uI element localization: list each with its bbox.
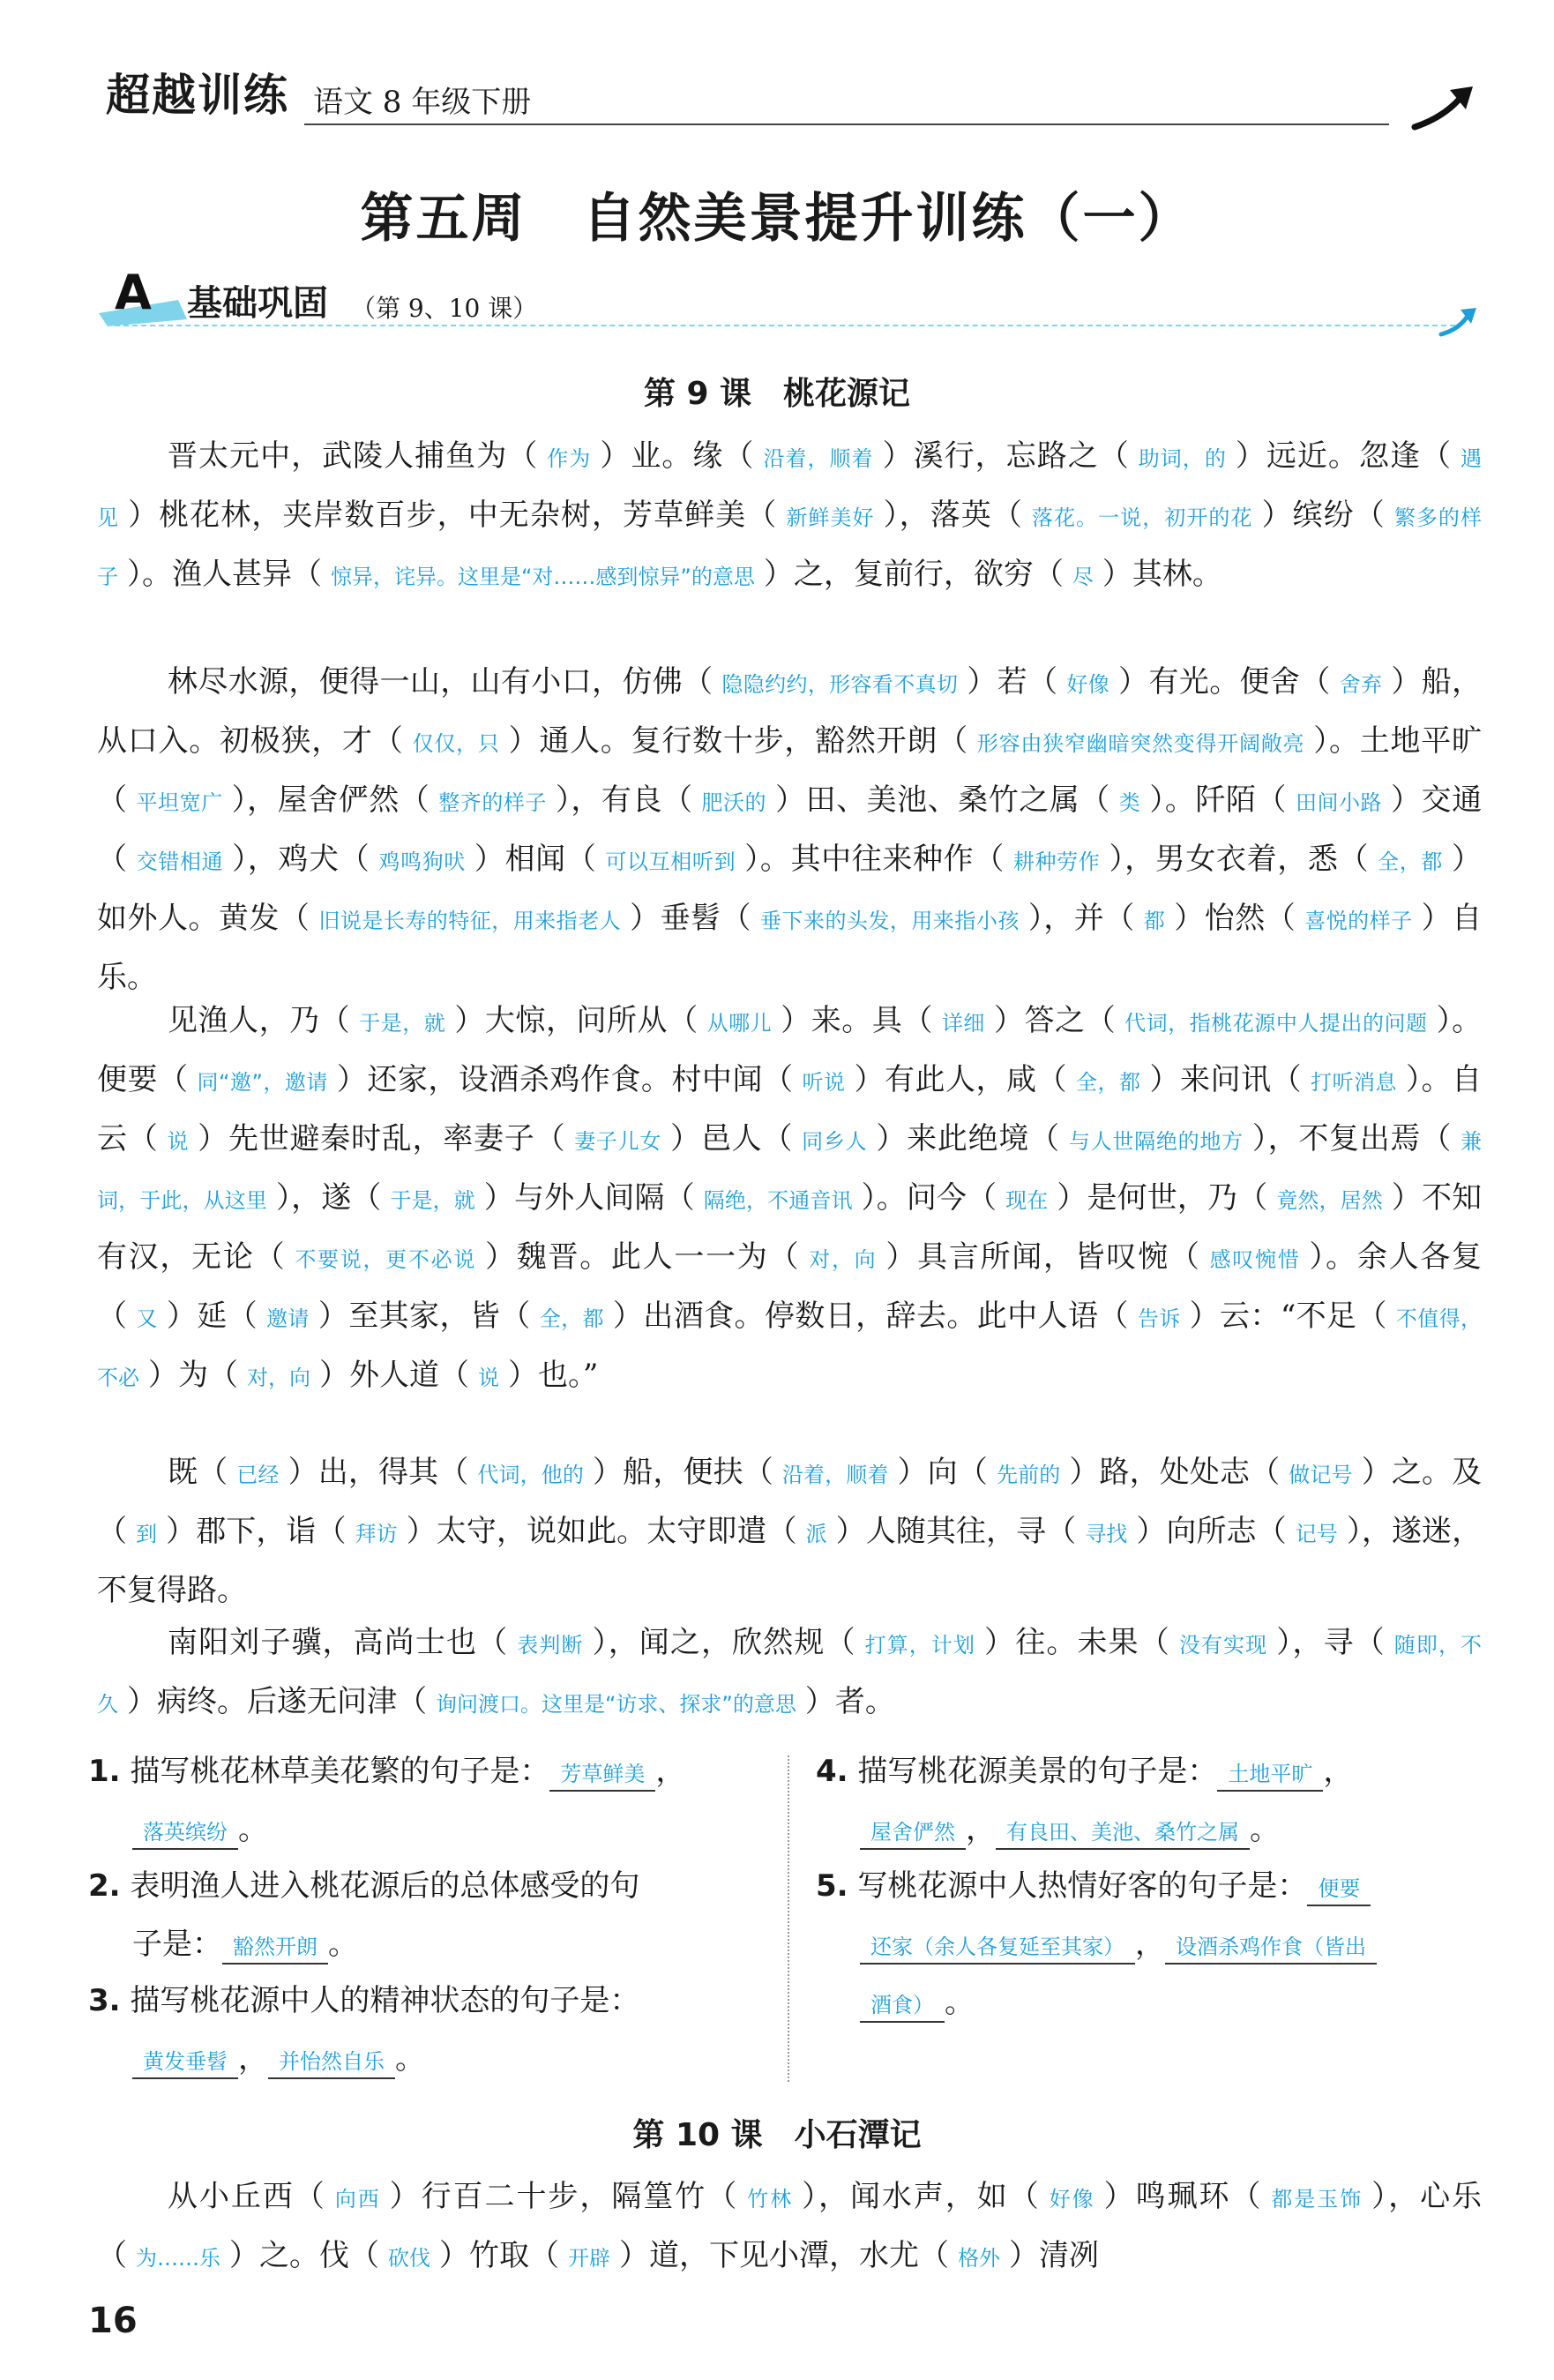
source-text: 既（ (168, 1455, 228, 1490)
source-text: ），屋舍俨然（ (231, 782, 430, 818)
question-2: 2. 表明渔人进入桃花源后的总体感受的句 子是： 豁然开朗 。 (88, 1857, 767, 1973)
source-text: ），遂迷，不复得路。 (97, 1514, 1483, 1608)
answer-annotation: 全，都 (1378, 849, 1444, 874)
answer-annotation: 打听消息 (1311, 1070, 1398, 1095)
answer-annotation: 随即，不久 (97, 1633, 1483, 1717)
question-1: 1. 描写桃花林草美花繁的句子是： 芳草鲜美 ， 落英缤纷 。 (88, 1742, 767, 1859)
answer-annotation: 平坦宽广 (136, 790, 223, 815)
answer-annotation: 鸡鸣狗吠 (378, 849, 466, 874)
answer-annotation: 向西 (334, 2187, 381, 2212)
source-text: ），有良（ (555, 782, 693, 818)
answer-annotation: 好像 (1066, 672, 1110, 697)
answer-annotation: 耕种劳作 (1012, 849, 1101, 874)
answer-annotation: 为……乐 (136, 2246, 220, 2271)
section-a-letter: A (115, 265, 152, 320)
page-number: 16 (88, 2301, 138, 2341)
source-text: ）魏晋。此人一一为（ (485, 1239, 801, 1275)
source-text: ）。渔人甚异（ (127, 557, 322, 592)
source-text: ）还家，设酒杀鸡作食。村中闻（ (336, 1062, 794, 1097)
source-text: ）若（ (967, 664, 1058, 700)
source-text: ）出酒食。停数日，辞去。此中人语（ (612, 1299, 1129, 1334)
answer-annotation: 同“邀”，邀请 (197, 1070, 328, 1095)
source-text: ）行百二十步，隔篁竹（ (389, 2179, 739, 2214)
answer-annotation: 邀请 (266, 1306, 310, 1331)
section-a-title: 基础巩固 (187, 283, 328, 324)
answer-blank: 黄发垂髫 (132, 2046, 238, 2079)
answer-annotation: 寻找 (1085, 1522, 1128, 1546)
answer-annotation: 先前的 (996, 1463, 1061, 1487)
answer-annotation: 垂下来的头发，用来指小孩 (760, 909, 1020, 933)
header-subject: 语文 8 年级下册 (313, 85, 532, 120)
source-text: ）。余人各复（ (97, 1239, 1483, 1334)
answer-blank: 落英缤纷 (132, 1816, 238, 1850)
answer-annotation: 田间小路 (1295, 790, 1383, 815)
source-text: ）怡然（ (1174, 901, 1296, 936)
lesson-10-paragraph (97, 2168, 1482, 2286)
source-text: ）业。缘（ (600, 438, 755, 474)
source-text: ）有光。便舍（ (1118, 664, 1331, 700)
answer-annotation: 做记号 (1289, 1463, 1353, 1487)
answer-blank: 豁然开朗 (222, 1931, 328, 1965)
source-text: ）先世避秦时乱，率妻子（ (198, 1121, 566, 1156)
source-text: 林尽水源，便得一山，山有小口，仿佛（ (168, 664, 713, 700)
answer-annotation: 好像 (1049, 2187, 1095, 2212)
source-text: ）交通（ (97, 782, 1483, 877)
answer-annotation: 惊异，诧异。这里是“对……感到惊异”的意思 (331, 565, 755, 589)
answer-annotation: 全，都 (1076, 1070, 1141, 1095)
source-text: ）为（ (148, 1358, 238, 1393)
source-text: ），鸡犬（ (232, 842, 370, 877)
source-text: ）病终。后遂无问津（ (127, 1684, 427, 1719)
answer-annotation: 舍弃 (1339, 672, 1383, 697)
source-text: ）不知有汉，无论（ (97, 1180, 1483, 1275)
source-text: ）至其家，皆（ (318, 1299, 531, 1334)
answer-annotation: 仅仅，只 (412, 731, 500, 756)
answer-annotation: 对，向 (809, 1247, 878, 1272)
lesson-9-paragraph (97, 992, 1482, 1406)
answer-annotation: 说 (167, 1129, 190, 1154)
answer-annotation: 开辟 (568, 2246, 610, 2271)
source-text: ）竹取（ (439, 2238, 559, 2273)
answer-annotation: 听说 (802, 1070, 846, 1095)
paragraph-indent (97, 438, 168, 474)
source-text: ），落英（ (883, 498, 1023, 533)
source-text: ）。其中往来种作（ (744, 842, 1005, 877)
lesson-9-title: 第 9 课 桃花源记 (643, 376, 911, 412)
source-text: 晋太元中，武陵人捕鱼为（ (168, 438, 539, 474)
answer-annotation: 妻子儿女 (574, 1129, 662, 1154)
answer-annotation: 竹林 (747, 2187, 794, 2212)
paragraph-indent (97, 664, 168, 700)
paragraph-indent (97, 1455, 168, 1490)
source-text: ）答之（ (993, 1003, 1117, 1038)
answer-blank: 并怡然自乐 (268, 2046, 395, 2079)
answer-annotation: 代词，指桃花源中人提出的问题 (1124, 1011, 1428, 1036)
answer-annotation: 感叹惋惜 (1209, 1247, 1301, 1272)
source-text: ），并（ (1027, 901, 1135, 936)
source-text: ），寻（ (1276, 1625, 1386, 1660)
answer-annotation: 现在 (1005, 1188, 1049, 1213)
source-text: ）来此绝境（ (876, 1121, 1060, 1156)
page-title: 第五周 自然美景提升训练（一） (360, 188, 1194, 250)
source-text: ）溪行，忘路之（ (882, 438, 1130, 474)
answer-annotation: 于是，就 (390, 1188, 475, 1213)
answer-annotation: 于是，就 (359, 1011, 446, 1036)
answer-annotation: 可以互相听到 (605, 849, 736, 874)
answer-annotation: 记号 (1295, 1522, 1338, 1546)
source-text: ），遂（ (275, 1180, 382, 1216)
source-text: ）郡下，诣（ (166, 1514, 347, 1549)
section-a-rule (115, 325, 1455, 326)
answer-annotation: 类 (1118, 790, 1141, 815)
question-4: 4. 描写桃花源美景的句子是： 土地平旷 ， 屋舍俨然 ， 有良田、美池、桑竹之属 。 (816, 1742, 1486, 1859)
source-text: ）船，便扶（ (593, 1455, 773, 1490)
source-text: ）之，复前行，欲穷（ (763, 557, 1064, 592)
source-text: ）鸣珮环（ (1103, 2179, 1263, 2214)
lesson-10-title: 第 10 课 小石潭记 (632, 2117, 922, 2153)
answer-blank: 还家（余人各复延至其家） (860, 1931, 1135, 1965)
answer-blank: 屋舍俨然 (860, 1816, 966, 1850)
source-text: ）垂髫（ (630, 901, 752, 936)
source-text: ）道，下见小潭，水尤（ (619, 2238, 949, 2273)
answer-annotation: 没有实现 (1178, 1633, 1268, 1658)
answer-annotation: 打算，计划 (864, 1633, 976, 1658)
source-text: ）之。及（ (97, 1455, 1483, 1549)
answer-annotation: 助词，的 (1138, 446, 1227, 471)
answer-annotation: 格外 (958, 2246, 1000, 2271)
source-text: ）之。伐（ (229, 2238, 379, 2273)
source-text: ）人随其往，寻（ (835, 1514, 1077, 1549)
answer-annotation: 竟然，居然 (1276, 1188, 1383, 1213)
source-text: ）其林。 (1102, 557, 1222, 592)
answer-annotation: 形容由狭窄幽暗突然变得开阔敞亮 (976, 731, 1305, 756)
answer-annotation: 砍伐 (388, 2246, 430, 2271)
answer-annotation: 繁多的样子 (97, 505, 1482, 589)
source-text: ）向（ (897, 1455, 988, 1490)
source-text: ）来问讯（ (1149, 1062, 1303, 1097)
source-text: ）船，从口入。初极狭，才（ (97, 664, 1483, 759)
lesson-9-paragraph (97, 1614, 1482, 1733)
answer-annotation: 对，向 (247, 1366, 310, 1390)
source-text: ）向所志（ (1136, 1514, 1287, 1549)
answer-annotation: 尽 (1072, 565, 1094, 589)
paragraph-indent (97, 1003, 168, 1038)
source-text: ）也。” (508, 1358, 599, 1393)
answer-annotation: 喜悦的样子 (1304, 909, 1413, 933)
question-3: 3. 描写桃花源中人的精神状态的句子是： 黄发垂髫 ， 并怡然自乐 。 (88, 1972, 767, 2088)
source-text: ）外人道（ (319, 1358, 469, 1393)
lesson-9-paragraph (97, 428, 1482, 605)
answer-annotation: 全，都 (539, 1306, 604, 1331)
source-text: ）邑人（ (670, 1121, 794, 1156)
source-text: ）缤纷（ (1261, 498, 1386, 533)
answer-annotation: 已经 (236, 1463, 280, 1487)
answer-blank: 设酒杀鸡作食（皆出 (1165, 1931, 1377, 1965)
answer-annotation: 与人世隔绝的地方 (1068, 1129, 1244, 1154)
source-text: ）田、美池、桑竹之属（ (775, 782, 1110, 818)
source-text: ）出，得其（ (288, 1455, 469, 1490)
header-brand: 超越训练 (106, 70, 289, 121)
lesson-9-paragraph (97, 1444, 1482, 1619)
source-text: ），闻水声，如（ (802, 2179, 1041, 2214)
source-text: ）往。未果（ (984, 1625, 1170, 1660)
lesson-9-paragraph (97, 654, 1482, 1006)
header-rule (304, 123, 1389, 125)
answer-annotation: 沿着，顺着 (781, 1463, 889, 1487)
arrow-icon (1411, 81, 1482, 134)
source-text: ）。阡陌（ (1149, 782, 1287, 818)
source-text: ）通人。复行数十步，豁然开朗（ (508, 723, 968, 759)
answer-annotation: 派 (805, 1522, 827, 1546)
source-text: 从小丘西（ (168, 2179, 326, 2214)
source-text: ）路，处处志（ (1069, 1455, 1281, 1490)
source-text: ），闻之，欣然规（ (592, 1625, 856, 1660)
source-text: ），不复出焉（ (1251, 1121, 1453, 1156)
answer-annotation: 肥沃的 (701, 790, 767, 815)
answer-blank: 便要 (1307, 1873, 1371, 1906)
source-text: ）桃花林，夹岸数百步，中无杂树，芳草鲜美（ (128, 498, 778, 533)
source-text: ）相闻（ (474, 842, 597, 877)
answer-blank: 土地平旷 (1217, 1758, 1323, 1792)
section-a-badge (99, 265, 187, 326)
answer-annotation: 从哪儿 (706, 1011, 773, 1036)
paragraph-indent (97, 1625, 168, 1660)
source-text: ）。土地平旷（ (97, 723, 1483, 818)
answer-annotation: 都 (1143, 909, 1166, 933)
source-text: ），男女衣着，悉（ (1109, 842, 1370, 877)
answer-annotation: 整齐的样子 (438, 790, 547, 815)
answer-annotation: 遇见 (97, 446, 1483, 530)
source-text: ）来。具（ (781, 1003, 933, 1038)
source-text: 见渔人，乃（ (168, 1003, 351, 1038)
source-text: ），心乐（ (97, 2179, 1483, 2273)
question-5: 5. 写桃花源中人热情好客的句子是： 便要 还家（余人各复延至其家） ， 设酒杀鸡作食（皆出 酒食） 。 (816, 1857, 1486, 2032)
answer-annotation: 说 (478, 1366, 499, 1390)
answer-annotation: 交错相通 (136, 849, 224, 874)
source-text: 南阳刘子骥，高尚士也（ (168, 1625, 509, 1660)
source-text: ）远近。忽逢（ (1235, 438, 1453, 474)
source-text: ）大惊，问所从（ (454, 1003, 699, 1038)
answer-annotation: 隔绝，不通音讯 (703, 1188, 853, 1213)
answer-annotation: 新鲜美好 (786, 505, 875, 530)
source-text: ）清冽 (1009, 2238, 1099, 2273)
answer-annotation: 代词，他的 (477, 1463, 585, 1487)
section-a-range: （第 9、10 课） (351, 294, 538, 323)
answer-annotation: 旧说是长寿的特征，用来指老人 (318, 909, 622, 933)
source-text: ）是何世，乃（ (1057, 1180, 1268, 1216)
arrow-icon (1438, 304, 1482, 340)
answer-annotation: 都是玉饰 (1271, 2187, 1363, 2212)
answer-annotation: 到 (136, 1522, 158, 1546)
answer-annotation: 详细 (941, 1011, 985, 1036)
source-text: ）云：“不足（ (1189, 1299, 1387, 1334)
answer-annotation: 不值得，不必 (97, 1306, 1483, 1390)
source-text: ）延（ (166, 1299, 258, 1334)
source-text: ）。自云（ (97, 1062, 1483, 1156)
source-text: ）自乐。 (97, 901, 1483, 995)
answer-annotation: 不要说，更不必说 (295, 1247, 477, 1272)
paragraph-indent (97, 2179, 168, 2214)
answer-annotation: 落花。一说，初开的花 (1031, 505, 1253, 530)
answer-annotation: 兼词，于此，从这里 (97, 1129, 1483, 1213)
answer-annotation: 询问渡口。这里是“访求、探求”的意思 (436, 1692, 796, 1717)
source-text: ）具言所闻，皆叹惋（ (885, 1239, 1201, 1275)
answer-annotation: 告诉 (1137, 1306, 1181, 1331)
column-divider (788, 1755, 789, 2082)
answer-blank: 酒食） (860, 1989, 945, 2023)
source-text: ）如外人。黄发（ (97, 842, 1483, 936)
source-text: ）者。 (804, 1684, 895, 1719)
answer-annotation: 沿着，顺着 (763, 446, 874, 471)
answer-annotation: 拜访 (355, 1522, 398, 1546)
source-text: ）。便要（ (97, 1003, 1483, 1097)
answer-annotation: 表判断 (517, 1633, 584, 1658)
source-text: ）与外人间隔（ (483, 1180, 695, 1216)
answer-annotation: 作为 (547, 446, 592, 471)
answer-blank: 有良田、美池、桑竹之属 (996, 1816, 1250, 1850)
source-text: ）。问今（ (861, 1180, 997, 1216)
answer-blank: 芳草鲜美 (549, 1758, 655, 1792)
answer-annotation: 又 (136, 1306, 158, 1331)
answer-annotation: 同乡人 (802, 1129, 868, 1154)
source-text: ）有此人，咸（ (854, 1062, 1067, 1097)
source-text: ）太守，说如此。太守即遣（ (406, 1514, 797, 1549)
answer-annotation: 隐隐约约，形容看不真切 (721, 672, 959, 697)
